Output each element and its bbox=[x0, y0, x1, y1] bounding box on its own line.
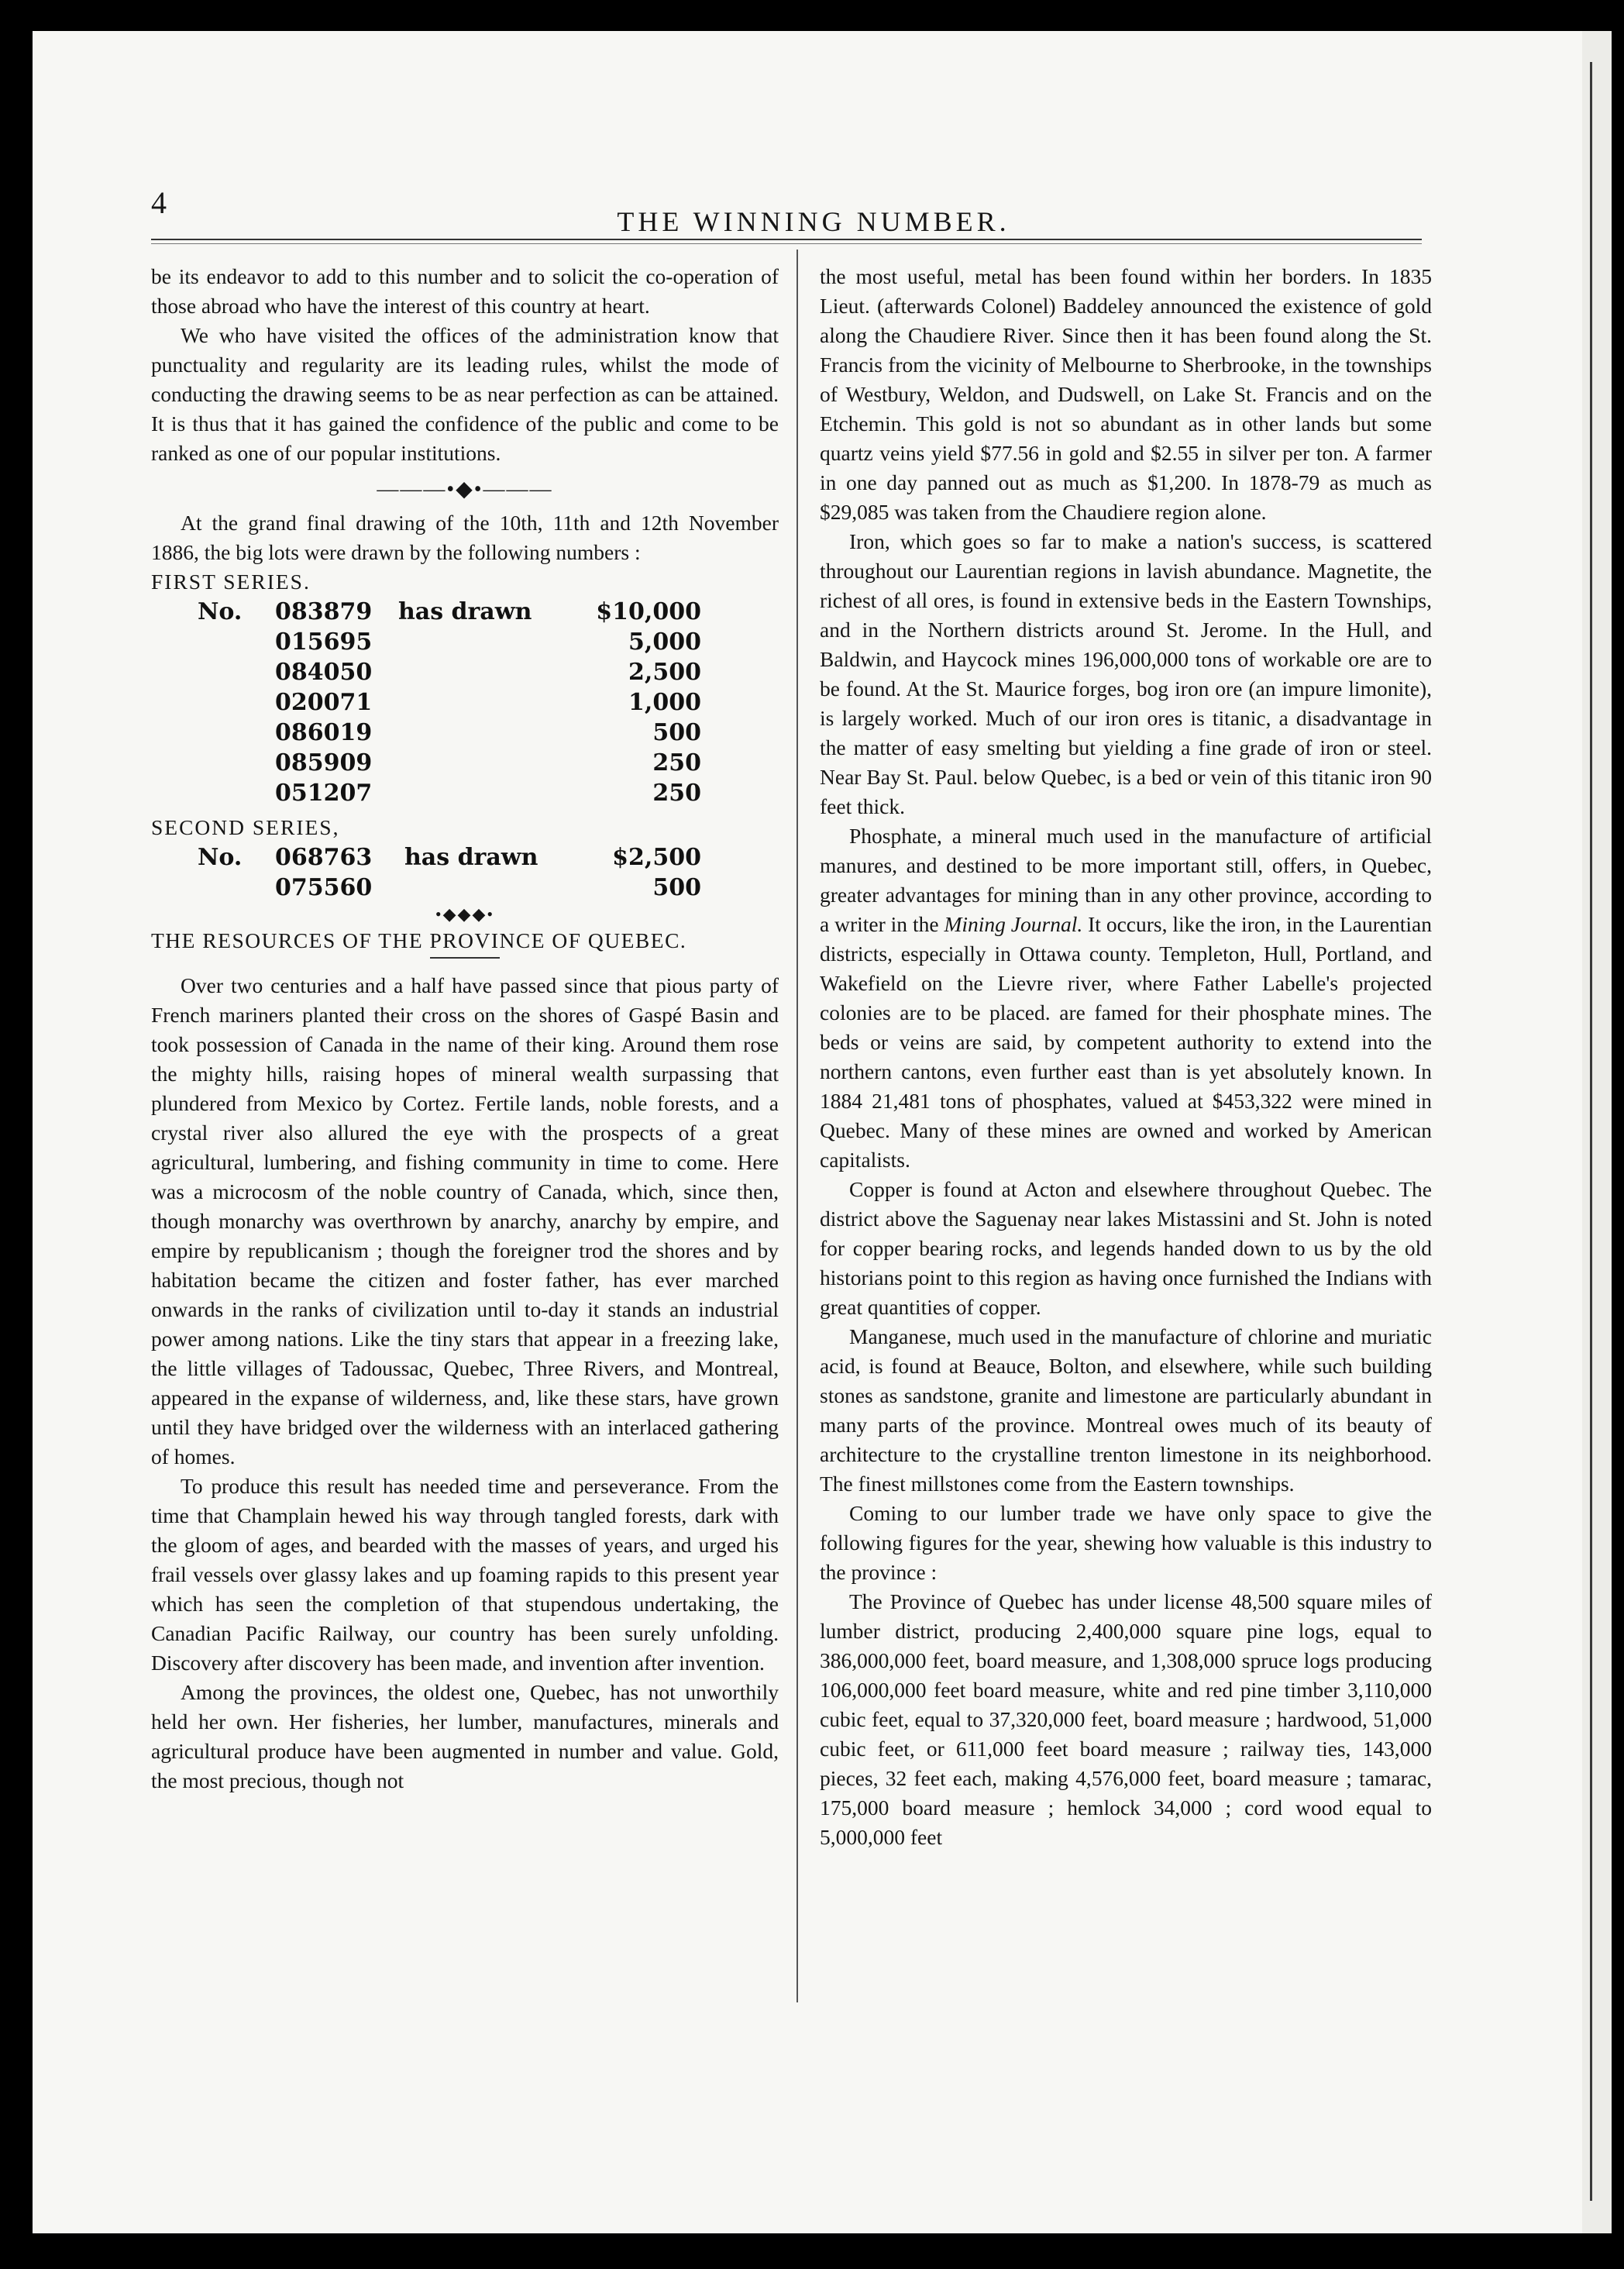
intro-paragraph-1: be its endeavor to add to this number and to solicit the co-operation of those abroad who have the interest of this country at heart. bbox=[151, 264, 779, 318]
table-row bbox=[198, 842, 701, 873]
page-number: 4 bbox=[151, 185, 167, 220]
row-label: No. bbox=[198, 844, 243, 871]
article-title: THE RESOURCES OF THE PROVINCE OF QUEBEC. bbox=[151, 928, 687, 952]
drawn-text bbox=[398, 748, 568, 778]
prize-amount: 2,500 bbox=[628, 659, 701, 686]
prize-amount: 250 bbox=[652, 780, 701, 807]
drawn-text: has drawn bbox=[397, 598, 532, 625]
adjacent-page-edge bbox=[1582, 31, 1612, 2233]
table-row bbox=[198, 778, 701, 808]
prize-amount: $10,000 bbox=[596, 598, 701, 625]
header-rule bbox=[151, 239, 1422, 244]
row-label bbox=[198, 687, 275, 718]
row-label: No. bbox=[198, 598, 243, 625]
article-paragraph-1: Over two centuries and a half have passed since that pious party of French mariners planted their cross on the shores of Gaspé Basin and took possession of Canada in the name of their king. Around them rose the mighty hills, raising hopes of mineral wealth surpassing that plundered from Mexico by Cortez. Fertile lands, noble forests, and a crystal river also allured the eye with the prospects of a great agricultural, lumbering, and fishing community in time to come. Here was a microcosm of the noble country of Canada, which, since then, though monarchy was overthrown by anarchy, anarchy by empire, and empire by republicanism ; though the foreigner trod the shores and by habitation became the citizen and foster father, has ever marched onwards in the ranks of civilization until to-day it stands an industrial power among nations. Like the tiny stars that appear in a freezing lake, the little villages of Tadoussac, Quebec, Three Rivers, and Montreal, appeared in the expanse of wilderness, and, like these stars, have grown until they have bridged over the wilderness with an interlaced gathering of homes. bbox=[151, 973, 779, 1468]
table-row bbox=[198, 687, 701, 718]
title-rule bbox=[430, 957, 500, 959]
lumber-figures-paragraph: The Province of Quebec has under license 48,500 square miles of lumber district, producing 2,400,000 square pine logs, equal to 386,000,000 feet, board measure, and 1,308,000 spruce logs producing 106,000,000 feet board measure, white and red pine timber 3,110,000 cubic feet, equal to 37,320,000 feet, board measure ; hardwood, 51,000 cubic feet, or 611,000 feet board measure ; railway ties, 143,000 pieces, 32 feet each, making 4,576,000 feet, board measure ; tamarac, 175,000 board measure ; hemlock 34,000 ; cord wood equal to 5,000,000 feet bbox=[820, 1589, 1432, 1849]
drawn-text bbox=[398, 627, 568, 657]
running-title: THE WINNING NUMBER. bbox=[617, 206, 1010, 237]
winning-number: 015695 bbox=[275, 628, 373, 656]
second-series-table bbox=[198, 842, 701, 903]
row-label bbox=[198, 627, 275, 657]
column-divider bbox=[797, 250, 798, 2002]
drawn-text: has drawn bbox=[404, 844, 538, 871]
article-paragraph-3: Among the provinces, the oldest one, Quebec, has not unworthily held her own. Her fisheries, her lumber, manufactures, minerals and agricultural produce have been augmented in number and value. Gold, the most precious, though not bbox=[151, 1680, 779, 1792]
drawn-text bbox=[398, 718, 568, 748]
journal-title: Mining Journal. bbox=[944, 912, 1083, 936]
table-row bbox=[198, 597, 701, 627]
table-row bbox=[198, 627, 701, 657]
iron-paragraph: Iron, which goes so far to make a nation's success, is scattered throughout our Laurentian regions in lavish abundance. Magnetite, the richest of all ores, is found in extensive beds in the Eastern Townships, and in the Northern districts around St. Jerome. In the Hull, and Baldwin, and Haycock mines 196,000,000 tons of workable ore are to be found. At the St. Maurice forges, bog iron ore (an impure limonite), is largely worked. Much of our iron ores is titanic, a disadvantage in the matter of easy smelting but yielding a fine grade of iron or steel. Near Bay St. Paul. below Quebec, is a bed or vein of this titanic iron 90 feet thick. bbox=[820, 529, 1432, 818]
ornament-divider: •◆◆◆• bbox=[435, 904, 495, 924]
ornament-divider: ———•◆•——— bbox=[377, 477, 553, 501]
winning-number: 084050 bbox=[275, 659, 373, 686]
first-series-table bbox=[198, 597, 701, 808]
table-row bbox=[198, 718, 701, 748]
prize-amount: 5,000 bbox=[628, 628, 701, 656]
winning-number: 051207 bbox=[275, 780, 373, 807]
first-series-heading: FIRST SERIES. bbox=[151, 570, 311, 594]
left-column bbox=[151, 262, 779, 1796]
manganese-paragraph: Manganese, much used in the manufacture of chlorine and muriatic acid, is found at Beauce, Bolton, and elsewhere, while such building stones as sandstone, granite and limestone are particularly abundant in many parts of the province. Montreal owes much of its beauty of architecture to the crystalline trenton limestone in its neighborhood. The finest millstones come from the Eastern townships. bbox=[820, 1324, 1432, 1496]
drawn-text bbox=[398, 778, 568, 808]
prize-amount: 500 bbox=[652, 874, 701, 901]
prize-amount: 1,000 bbox=[628, 689, 701, 716]
gold-paragraph: the most useful, metal has been found within her borders. In 1835 Lieut. (afterwards Colonel) Baddeley announced the existence of gold along the Chaudiere River. Since then it has been found along the St. Francis from the vicinity of Melbourne to Sherbrooke, in the townships of Westbury, Weldon, and Dudswell, on Lake St. Francis and on the Etchemin. This gold is not so abundant as in other lands but some quartz veins yield $77.56 in gold and $2.55 in silver per ton. A farmer in one day panned out as much as $1,200. In 1878-79 as much as $29,085 was taken from the Chaudiere region alone. bbox=[820, 264, 1432, 524]
row-label bbox=[198, 718, 275, 748]
page-edge-line bbox=[1590, 62, 1592, 2201]
phosphate-text-start: Phosphate, a mineral much used in the manufacture of artificial manures, and destined to be more important still, offers, in Quebec, greater advantages for mining than in any other province, according to a writer in the bbox=[820, 824, 1432, 936]
lumber-intro-paragraph: Coming to our lumber trade we have only space to give the following figures for the year, shewing how valuable is this industry to the province : bbox=[820, 1501, 1432, 1584]
intro-paragraph-2: We who have visited the offices of the administration know that punctuality and regularity are its leading rules, whilst the mode of conducting the drawing seems to be as near perfection as can be attained. It is thus that it has gained the confidence of the public and come to be ranked as one of our popular institutions. bbox=[151, 323, 779, 465]
drawn-text bbox=[398, 687, 568, 718]
copper-paragraph: Copper is found at Acton and elsewhere throughout Quebec. The district above the Saguenay near lakes Mistassini and St. John is noted for copper bearing rocks, and legends handed down to us by the old historians point to this region as having once furnished the Indians with great quantities of copper. bbox=[820, 1177, 1432, 1319]
table-row bbox=[198, 873, 701, 903]
phosphate-paragraph bbox=[820, 821, 1432, 1175]
row-label bbox=[198, 873, 275, 903]
winning-number: 075560 bbox=[275, 874, 373, 901]
right-column bbox=[820, 262, 1432, 1852]
winning-number: 068763 bbox=[275, 844, 373, 871]
drawn-text bbox=[398, 657, 568, 687]
drawing-intro: At the grand final drawing of the 10th, 11th and 12th November 1886, the big lots were drawn by the following numbers : bbox=[151, 511, 779, 564]
row-label bbox=[198, 778, 275, 808]
article-paragraph-2: To produce this result has needed time and perseverance. From the time that Champlain hewed his way through tangled forests, dark with the gloom of ages, and bearded with the masses of years, and urged his frail vessels over glassy lakes and up foaming rapids to this present year which has seen the completion of that stupendous undertaking, the Canadian Pacific Railway, our country has been surely unfolding. Discovery after discovery has been made, and invention after invention. bbox=[151, 1474, 779, 1675]
table-row bbox=[198, 657, 701, 687]
winning-number: 083879 bbox=[275, 598, 373, 625]
row-label bbox=[198, 748, 275, 778]
drawn-text bbox=[404, 873, 583, 903]
prize-amount: $2,500 bbox=[612, 844, 701, 871]
winning-number: 020071 bbox=[275, 689, 373, 716]
winning-number: 086019 bbox=[275, 719, 373, 746]
phosphate-text-end: It occurs, like the iron, in the Laurentian districts, especially in Ottawa county. Templeton, Hull, Portland, and Wakefield on the Lievre river, where Father Labelle's projected colonies are to be placed. are famed for their phosphate mines. The beds or veins are said, by competent authority to extend into the northern cantons, even further east than is yet absolutely known. In 1884 21,481 tons of phosphates, valued at $453,322 were mined in Quebec. Many of these mines are owned and worked by American capitalists. bbox=[820, 912, 1432, 1172]
row-label bbox=[198, 657, 275, 687]
prize-amount: 250 bbox=[652, 749, 701, 776]
table-row bbox=[198, 748, 701, 778]
second-series-heading: SECOND SERIES, bbox=[151, 815, 340, 839]
winning-number: 085909 bbox=[275, 749, 373, 776]
prize-amount: 500 bbox=[652, 719, 701, 746]
